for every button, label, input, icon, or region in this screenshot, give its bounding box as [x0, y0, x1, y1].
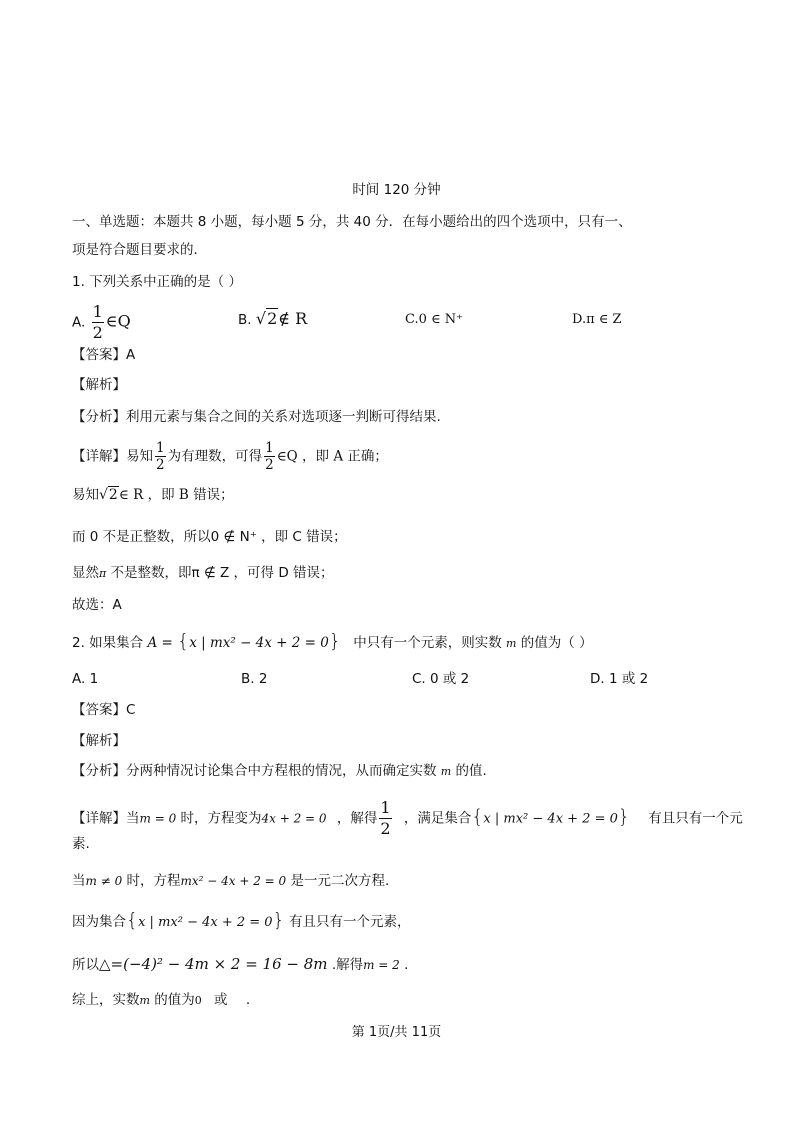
q2-detail-line2 [72, 872, 389, 890]
q1-option-a [72, 302, 131, 343]
text: .解得 [331, 957, 364, 973]
answer-value: C [126, 702, 136, 718]
q2-answer [72, 701, 135, 719]
text: 是一元二次方程. [290, 873, 390, 889]
q1-fenxi [72, 408, 441, 426]
q1-option-b-label: B. [238, 312, 252, 328]
section-instructions-line2: 项是符合题目要求的． [72, 242, 207, 258]
text: ∈Q ，即 A 正确； [276, 448, 388, 465]
fenxi-tag: 【分析】 [72, 763, 126, 779]
q1-option-d: D.π ∈ Z [572, 312, 622, 327]
fraction-denominator: 2 [265, 457, 274, 473]
fraction-denominator: 2 [380, 819, 391, 838]
q1-option-a-label: A. [72, 314, 86, 331]
section-instructions-line1: 一、单选题：本题共 8 小题，每小题 5 分，共 40 分．在每小题给出的四个选项中，只有一、 [72, 214, 632, 230]
q2-detail-line1-cont: 素. [72, 836, 90, 852]
fraction-numerator: 1 [156, 440, 165, 456]
q2-option-b: B. 2 [241, 671, 268, 687]
pi-symbol: π [99, 567, 107, 580]
q1-detail-line1 [72, 440, 388, 473]
text: . [245, 992, 251, 1008]
sqrt-symbol: √2 [255, 309, 278, 328]
text: 易知 [126, 448, 153, 465]
math-expr: 4x + 2 = 0 [261, 811, 327, 826]
fraction-half [379, 798, 391, 839]
fraction-numerator: 1 [265, 440, 274, 456]
q2-option-d: D. 1 或 2 [590, 671, 649, 687]
math-expr: m ≠ 0 [85, 874, 123, 888]
math-expr: m = 2 [363, 958, 400, 972]
set-definition: x | mx² − 4x + 2 = 0 [138, 915, 273, 930]
q1-option-a-tail: ∈Q [105, 311, 131, 331]
q2-option-c: C. 0 或 2 [412, 671, 470, 687]
q1-option-c: C.0 ∈ N⁺ [405, 312, 464, 327]
text: 中只有一个元素，则实数 [353, 635, 502, 651]
q1-option-b [238, 310, 307, 329]
xiangjie-tag: 【详解】 [72, 448, 126, 465]
sqrt-symbol: √2 [99, 487, 118, 503]
fraction-denominator: 2 [92, 323, 103, 342]
text: 有且只有一个元 [648, 810, 743, 827]
q2-detail-line3 [72, 911, 410, 932]
q2-analysis-tag: 【解析】 [72, 733, 126, 749]
q2-option-a: A. 1 [72, 671, 99, 687]
brace-left-icon: { [471, 805, 484, 828]
text: 的值. [455, 763, 487, 779]
q1-stem: 1. 下列关系中正确的是（ ） [72, 274, 242, 290]
brace-right-icon: } [617, 805, 630, 828]
xiangjie-tag: 【详解】 [72, 810, 126, 827]
text: . [404, 957, 409, 973]
text: ，满足集合 [403, 810, 472, 827]
text: ∈ R ，即 B 错误； [118, 487, 234, 503]
math-expr: m = 0 [139, 811, 177, 826]
text: 综上，实数 [72, 992, 140, 1008]
q1-detail-line4 [72, 564, 334, 583]
q1-detail-line3: 而 0 不是正整数，所以0 ∉ N⁺ ，即 C 错误； [72, 529, 347, 545]
page-footer: 第 1页/共 11页 [351, 1025, 442, 1040]
q1-option-b-tail: ∉ R [278, 309, 308, 328]
sqrt-radicand: 2 [108, 487, 118, 503]
text: 的值为（ ） [520, 635, 593, 651]
q1-answer [72, 346, 135, 364]
page-title: 时间 120 分钟 [352, 182, 441, 198]
text: 时，方程变为 [180, 810, 262, 827]
brace-right-icon: } [272, 909, 285, 931]
q1-detail-line2 [72, 486, 234, 504]
text: ，解得 [336, 810, 378, 827]
var-m: m [139, 994, 150, 1007]
brace-left-icon: { [126, 909, 139, 931]
q1-analysis-tag: 【解析】 [72, 377, 126, 393]
sqrt-radicand: 2 [267, 309, 278, 328]
text: 的值为 [154, 992, 195, 1008]
answer-tag: 【答案】 [72, 347, 126, 363]
fraction-half [264, 440, 275, 473]
q2-fenxi [72, 762, 487, 781]
set-a-label: A = [147, 635, 173, 651]
text: 有且只有一个元素， [288, 914, 411, 930]
text: 显然 [72, 565, 99, 581]
var-m: m [506, 637, 517, 650]
math-expr: △=(−4)² − 4m × 2 = 16 − 8m [99, 955, 328, 973]
text: 为有理数，可得 [167, 448, 263, 465]
fenxi-tag: 【分析】 [72, 409, 126, 425]
var-m: m [440, 765, 452, 778]
text: 不是整数，即π ∉ Z ，可得 D 错误； [106, 565, 334, 581]
brace-left-icon: { [177, 630, 190, 652]
text: 所以 [72, 957, 99, 973]
math-expr: 0 [194, 994, 202, 1007]
q1-choice: 故选：A [72, 597, 122, 613]
fraction-numerator: 1 [380, 798, 391, 817]
answer-tag: 【答案】 [72, 702, 126, 718]
q2-detail-line5 [72, 991, 250, 1010]
text: 因为集合 [72, 914, 126, 930]
text: 或 [214, 992, 228, 1008]
fenxi-text: 利用元素与集合之间的关系对选项逐一判断可得结果. [126, 409, 441, 425]
math-expr: mx² − 4x + 2 = 0 [180, 874, 287, 888]
text: 分两种情况讨论集合中方程根的情况，从而确定实数 [126, 763, 437, 779]
q2-detail-line4 [72, 955, 408, 974]
text: 当 [126, 810, 140, 827]
q2-stem [72, 632, 593, 653]
text: 易知 [72, 487, 99, 503]
text: 时，方程 [126, 873, 181, 889]
set-definition: x | mx² − 4x + 2 = 0 [483, 811, 618, 827]
text: 2. 如果集合 [72, 635, 144, 651]
q1-option-a-fraction [92, 302, 104, 343]
brace-right-icon: } [328, 630, 341, 652]
fraction-half [155, 440, 166, 473]
answer-value: A [126, 347, 136, 363]
q2-detail-line1 [72, 798, 743, 839]
fraction-denominator: 2 [156, 457, 165, 473]
text: 当 [72, 873, 86, 889]
set-definition: x | mx² − 4x + 2 = 0 [189, 635, 329, 651]
fraction-numerator: 1 [92, 302, 103, 321]
